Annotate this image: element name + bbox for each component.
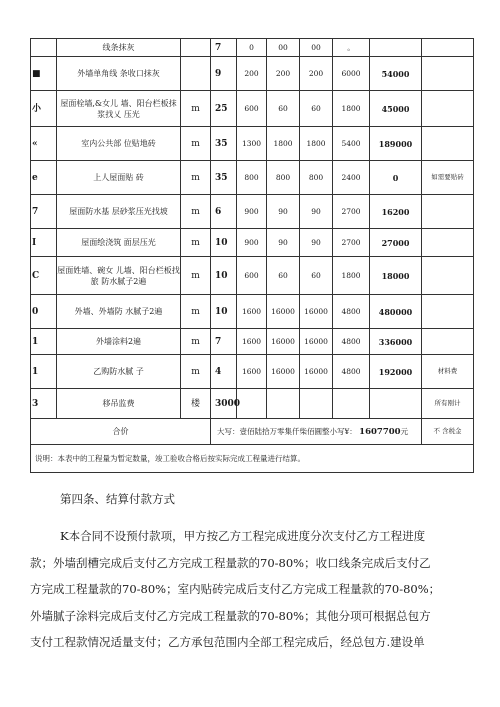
cell-remark [422, 295, 474, 329]
cell-no: C [31, 257, 57, 295]
table-row [31, 355, 474, 389]
table-row [31, 161, 474, 195]
cell-c1: 200 [237, 57, 267, 91]
cell-total: 336000 [370, 329, 422, 355]
cell-c2: 800 [267, 161, 300, 195]
cell-c1: 900 [237, 195, 267, 229]
quantity-price-table [30, 38, 474, 473]
cell-name: 屋面姓墙、碗女 儿墙、阳台栏板找旅 防水腻子2遍 [57, 257, 181, 295]
sum-row [31, 419, 474, 445]
cell-name: 屋面绘浇筑 面层压光 [57, 229, 181, 257]
cell-c4: 4800 [333, 355, 370, 389]
paragraph-line: 支付工程款情况适量支付；乙方承包范围内全部工程完成后，经总包方.建设单 [30, 635, 425, 649]
cell-name: 屋面防水基 层砂浆压光找坡 [57, 195, 181, 229]
cell-c3: 00 [300, 39, 333, 57]
cell-c4: 6000 [333, 57, 370, 91]
table-row [31, 389, 474, 419]
cell-c3: 1800 [300, 127, 333, 161]
cell-unit: 楼 [181, 389, 211, 419]
cell-c2: 90 [267, 229, 300, 257]
cell-c3: 90 [300, 229, 333, 257]
cell-remark: 所有刚计 [422, 389, 474, 419]
cell-unit: m [181, 161, 211, 195]
cell-c4: 1800 [333, 257, 370, 295]
cell-total: 27000 [370, 229, 422, 257]
cell-unit: m [181, 295, 211, 329]
cell-total: 189000 [370, 127, 422, 161]
payment-terms-paragraph [30, 523, 462, 656]
cell-c4: 。 [333, 39, 370, 57]
cell-c3: 800 [300, 161, 333, 195]
paragraph-line: 外墙腻子涂料完成后支付乙方完成工程量款的70-80%；其他分项可根据总包方 [30, 608, 431, 623]
cell-c3: 16000 [300, 295, 333, 329]
cell-no: I [31, 229, 57, 257]
table-row [31, 229, 474, 257]
note-row [31, 445, 474, 473]
cell-qty: 10 [211, 229, 237, 257]
cell-qty: 4 [211, 355, 237, 389]
table-row [31, 295, 474, 329]
cell-total: 16200 [370, 195, 422, 229]
table-row [31, 57, 474, 91]
cell-qty: 7 [211, 329, 237, 355]
cell-c1: 1600 [237, 295, 267, 329]
cell-c4: 2700 [333, 229, 370, 257]
cell-no: « [31, 127, 57, 161]
cell-c3 [300, 389, 333, 419]
cell-name: 室内公共部 位贴地砖 [57, 127, 181, 161]
cell-qty: 3000 [211, 389, 237, 419]
cell-qty: 10 [211, 295, 237, 329]
cell-c1: 1600 [237, 355, 267, 389]
cell-total [370, 39, 422, 57]
cell-c3: 200 [300, 57, 333, 91]
cell-c3: 90 [300, 195, 333, 229]
sum-value [211, 419, 422, 445]
paragraph-line: 款；外墙刮槽完成后支付乙方完成工程量款的70-80%；收口线条完成后支付乙 [30, 555, 431, 570]
cell-qty: 7 [211, 39, 237, 57]
paragraph-line: K本合同不设预付款项，甲方按乙方工程完成进度分次支付乙方工程进度 [60, 529, 426, 543]
cell-c2: 00 [267, 39, 300, 57]
sum-label: 合价 [31, 419, 211, 445]
cell-c3: 16000 [300, 329, 333, 355]
cell-total: 18000 [370, 257, 422, 295]
sum-text: 大写：壹佰陆拾万零集仟柴佰圓整小写¥： [217, 426, 357, 436]
cell-no: 0 [31, 295, 57, 329]
cell-name: 外墙单角线 条收口抹灰 [57, 57, 181, 91]
cell-total: 0 [370, 161, 422, 195]
table-row [31, 127, 474, 161]
cell-unit [181, 57, 211, 91]
cell-c1: 0 [237, 39, 267, 57]
cell-c4: 5400 [333, 127, 370, 161]
cell-qty: 6 [211, 195, 237, 229]
cell-c2: 16000 [267, 355, 300, 389]
cell-no: 3 [31, 389, 57, 419]
cell-unit: m [181, 329, 211, 355]
cell-no: 1 [31, 355, 57, 389]
cell-total [370, 389, 422, 419]
cell-c2: 60 [267, 257, 300, 295]
cell-remark [422, 39, 474, 57]
cell-c4: 2700 [333, 195, 370, 229]
cell-total: 192000 [370, 355, 422, 389]
cell-remark [422, 229, 474, 257]
cell-name: 屋面栓墙,&女儿 墙、阳台栏板抹浆找乂 压光 [57, 91, 181, 127]
cell-c4: 1800 [333, 91, 370, 127]
table-row [31, 39, 474, 57]
cell-name: 外墙、外墙防 水腻子2遍 [57, 295, 181, 329]
cell-qty: 35 [211, 161, 237, 195]
section-title: 第四条、结算付款方式 [60, 492, 175, 506]
cell-name: 线条抹灰 [57, 39, 181, 57]
cell-remark [422, 195, 474, 229]
sum-remark: 不 含税金 [422, 419, 474, 445]
cell-remark [422, 257, 474, 295]
table-row [31, 329, 474, 355]
cell-c3: 60 [300, 257, 333, 295]
cell-c2: 60 [267, 91, 300, 127]
sum-amount: 1607700 [359, 426, 401, 437]
cell-remark [422, 127, 474, 161]
sum-unit: 元 [400, 426, 409, 436]
table-row [31, 257, 474, 295]
cell-name: 移吊监费 [57, 389, 181, 419]
cell-total: 54000 [370, 57, 422, 91]
cell-name: 乙购防水腻 子 [57, 355, 181, 389]
cell-c1: 900 [237, 229, 267, 257]
cell-c4: 2400 [333, 161, 370, 195]
cell-c1: 600 [237, 91, 267, 127]
cell-c2: 90 [267, 195, 300, 229]
table-note: 说明：本表中的工程量为暂定数量，竣工验收合格后按实际完成工程量进行结算。 [31, 445, 474, 473]
cell-unit: m [181, 195, 211, 229]
cell-unit: m [181, 127, 211, 161]
cell-qty: 25 [211, 91, 237, 127]
cell-qty: 10 [211, 257, 237, 295]
cell-c1: 1300 [237, 127, 267, 161]
paragraph-line: 方完成工程量款的70-80%；室内贴砖完成后支付乙方完成工程量款的70-80%； [30, 582, 441, 596]
cell-name: 外墙涂料2遍 [57, 329, 181, 355]
cell-qty: 9 [211, 57, 237, 91]
cell-qty: 35 [211, 127, 237, 161]
cell-no: e [31, 161, 57, 195]
cell-c3: 60 [300, 91, 333, 127]
cell-no: 1 [31, 329, 57, 355]
table-row [31, 91, 474, 127]
cell-c4: 4800 [333, 329, 370, 355]
cell-name: 上人屋面贴 砖 [57, 161, 181, 195]
cell-unit: m [181, 91, 211, 127]
cell-remark [422, 57, 474, 91]
cell-unit [181, 39, 211, 57]
cell-c2: 16000 [267, 295, 300, 329]
cell-c1: 600 [237, 257, 267, 295]
cell-no: ■ [31, 57, 57, 91]
cell-c1 [237, 389, 267, 419]
cell-c2: 1800 [267, 127, 300, 161]
cell-remark: 材料费 [422, 355, 474, 389]
cell-total: 480000 [370, 295, 422, 329]
cell-c4: 4800 [333, 295, 370, 329]
cell-c1: 1600 [237, 329, 267, 355]
cell-remark [422, 91, 474, 127]
cell-no: 7 [31, 195, 57, 229]
cell-unit: m [181, 355, 211, 389]
cell-c2 [267, 389, 300, 419]
cell-c1: 800 [237, 161, 267, 195]
cell-c4 [333, 389, 370, 419]
table-row [31, 195, 474, 229]
cell-c3: 16000 [300, 355, 333, 389]
cell-c2: 16000 [267, 329, 300, 355]
cell-unit: m [181, 257, 211, 295]
cell-remark: 如需要贴砖 [422, 161, 474, 195]
cell-total: 45000 [370, 91, 422, 127]
cell-no: 小 [31, 91, 57, 127]
cell-c2: 200 [267, 57, 300, 91]
cell-no [31, 39, 57, 57]
cell-unit: m [181, 229, 211, 257]
cell-remark [422, 329, 474, 355]
